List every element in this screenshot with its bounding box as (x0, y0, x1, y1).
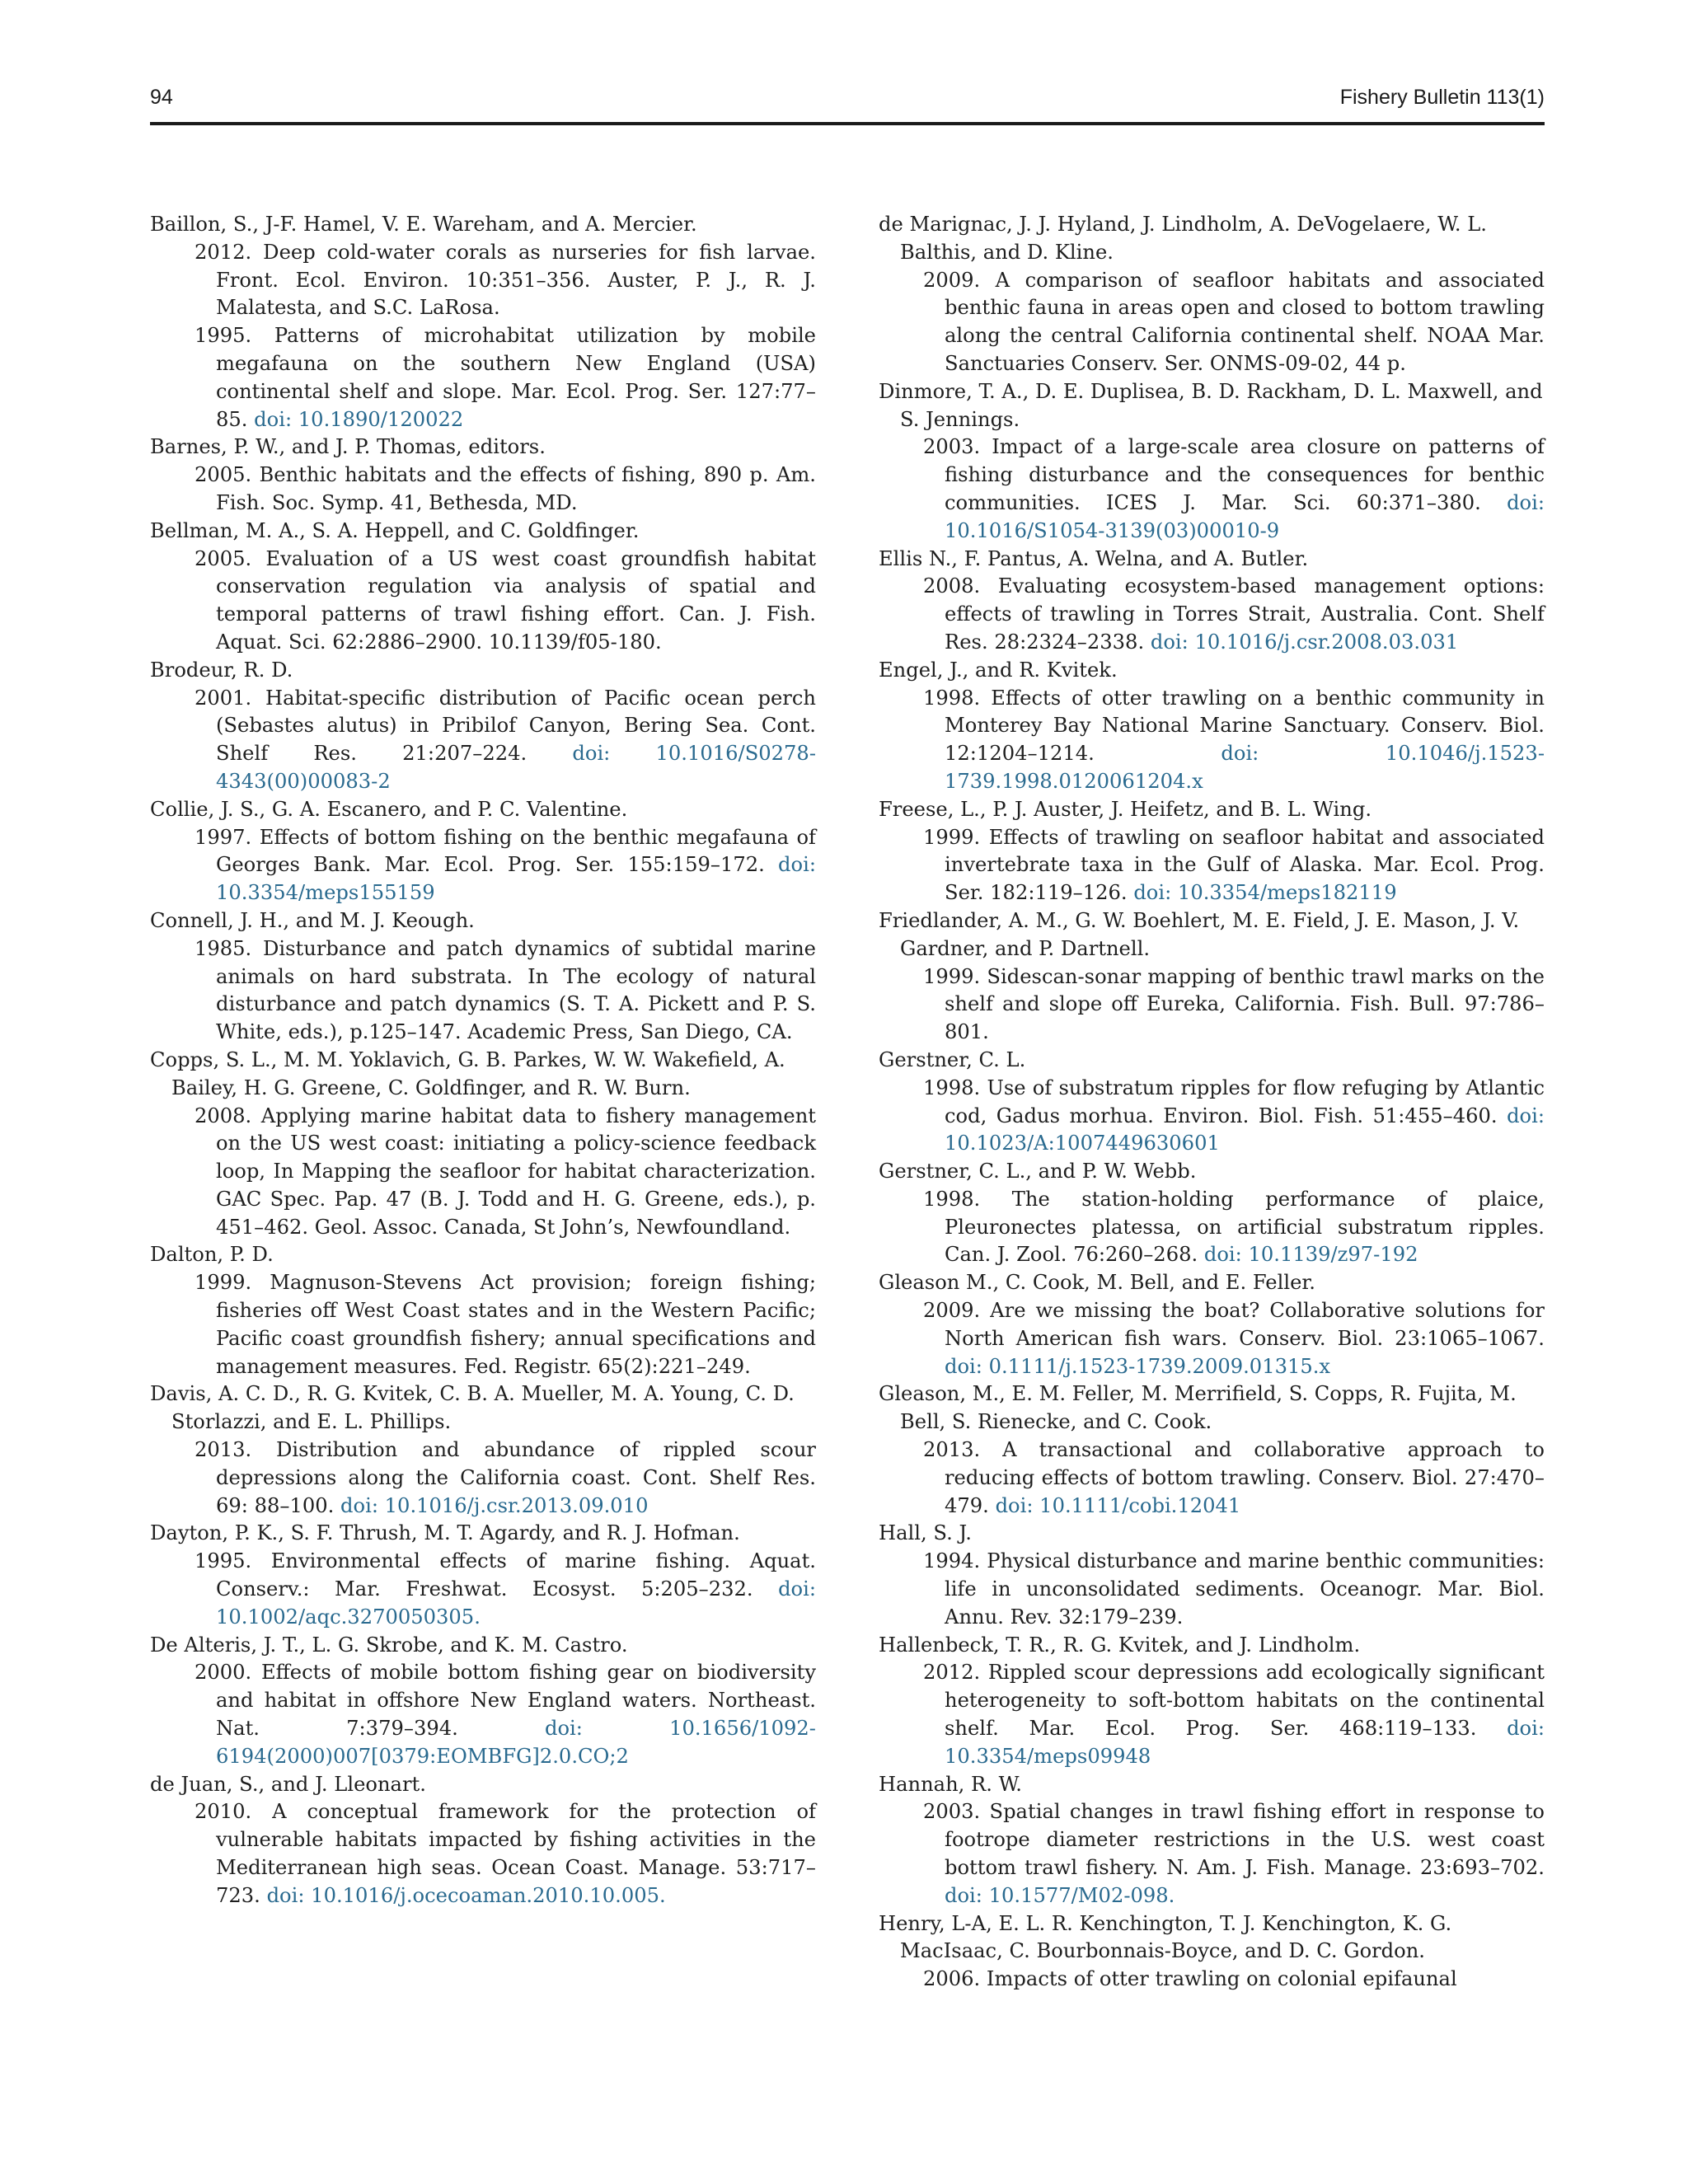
reference-authors: Collie, J. S., G. A. Escanero, and P. C. Valentine. (150, 797, 628, 821)
reference-entry (879, 1075, 1545, 1158)
page-number: 94 (150, 86, 173, 109)
reference-authors: Dalton, P. D. (150, 1243, 274, 1267)
doi-link[interactable]: doi: 10.1016/j.csr.2008.03.031 (1150, 630, 1459, 654)
reference-entry (879, 267, 1545, 378)
reference-authors: Copps, S. L., M. M. Yoklavich, G. B. Parkes, W. W. Wakefield, A. Bailey, H. G. Greene, C. Goldfinger, and R. W. Burn. (150, 1047, 785, 1099)
reference-citation: 1999. Magnuson-Stevens Act provision; foreign fishing; fisheries off West Coast states and in the Western Pacific; Pacific coast groundfish fishery; annual specifications and management measures. Fed. Registr. 65(2):221–249. (195, 1271, 816, 1378)
reference-entry (879, 685, 1545, 796)
reference-citation: 1998. Use of substratum ripples for flow refuging by Atlantic cod, Gadus morhua. Environ. Biol. Fish. 51:455–460. (923, 1076, 1545, 1127)
reference-entry (879, 434, 1545, 545)
doi-link[interactable]: doi: 0.1111/j.1523-1739.2009.01315.x (945, 1354, 1331, 1378)
reference-authors: Dayton, P. K., S. F. Thrush, M. T. Agardy, and R. J. Hofman. (150, 1521, 740, 1545)
reference-entry (150, 1436, 816, 1520)
reference-authors: Brodeur, R. D. (150, 658, 293, 682)
reference-entry (879, 963, 1545, 1047)
reference-entry (150, 935, 816, 1047)
reference-citation: 1995. Environmental effects of marine fishing. Aquat. Conserv.: Mar. Freshwat. Ecosyst. 5:205–232. (195, 1549, 816, 1601)
reference-entry (150, 1269, 816, 1380)
journal-title: Fishery Bulletin 113(1) (1339, 86, 1545, 109)
doi-link[interactable]: doi: 10.3354/meps09948 (945, 1717, 1545, 1768)
reference-authors: de Marignac, J. J. Hyland, J. Lindholm, A. DeVogelaere, W. L. Balthis, and D. Kline. (879, 213, 1487, 264)
reference-citation: 2010. A conceptual framework for the protection of vulnerable habitats impacted by fishing activities in the Mediterranean high seas. Ocean Coast. Manage. 53:717–723. (195, 1800, 816, 1907)
reference-citation: 1994. Physical disturbance and marine benthic communities: life in unconsolidated sediments. Oceanogr. Mar. Biol. Annu. Rev. 32:179–239. (923, 1549, 1545, 1629)
reference-entry (150, 239, 816, 322)
reference-entry (879, 1798, 1545, 1910)
reference-authors: Bellman, M. A., S. A. Heppell, and C. Goldfinger. (150, 518, 640, 542)
references-left-column (150, 211, 816, 1910)
reference-citation: 1985. Disturbance and patch dynamics of subtidal marine animals on hard substrata. In The ecology of natural disturbance and patch dynamics (S. T. A. Pickett and P. S. White, eds.), p.125–147. Academic Press, San Diego, CA. (195, 936, 816, 1044)
reference-entry (150, 1103, 816, 1242)
doi-link[interactable]: doi: 10.1139/z97-192 (1203, 1243, 1418, 1267)
reference-citation: 1999. Effects of trawling on seafloor habitat and associated invertebrate taxa in the Gulf of Alaska. Mar. Ecol. Prog. Ser. 182:119–126. (923, 825, 1545, 905)
reference-entry (879, 573, 1545, 656)
reference-entry (150, 1548, 816, 1631)
reference-entry (879, 1186, 1545, 1269)
doi-link[interactable]: doi: 10.1002/aqc.3270050305. (216, 1577, 816, 1629)
reference-authors: De Alteris, J. T., L. G. Skrobe, and K. M. Castro. (150, 1633, 628, 1657)
reference-entry (150, 546, 816, 657)
reference-entry (150, 824, 816, 907)
reference-citation: 2008. Applying marine habitat data to fishery management on the US west coast: initiating a policy-science feedback loop, In Mapping the seafloor for habitat characterization. GAC Spec. Pap. 47 (B. J. Todd and H. G. Greene, eds.), p. 451–462. Geol. Assoc. Canada, St John’s, Newfoundland. (195, 1104, 816, 1239)
doi-link[interactable]: doi: 10.3354/meps182119 (1133, 881, 1397, 905)
doi-link[interactable]: doi: 10.1046/j.1523-1739.1998.0120061204.x (945, 742, 1545, 793)
reference-citation: 1995. Patterns of microhabitat utilization by mobile megafauna on the southern New England (USA) continental shelf and slope. Mar. Ecol. Prog. Ser. 127:77–85. (195, 324, 816, 431)
reference-authors: Engel, J., and R. Kvitek. (879, 658, 1118, 682)
reference-citation: 2000. Effects of mobile bottom fishing gear on biodiversity and habitat in offshore New England waters. Northeast. Nat. 7:379–394. (195, 1661, 816, 1741)
reference-citation: 2003. Spatial changes in trawl fishing effort in response to footrope diameter restrictions in the U.S. west coast bottom trawl fishery. N. Am. J. Fish. Manage. 23:693–702. (923, 1800, 1545, 1880)
doi-link[interactable]: doi: 10.1890/120022 (254, 407, 464, 431)
reference-entry (879, 1966, 1545, 1994)
reference-citation: 2001. Habitat-specific distribution of Pacific ocean perch (Sebastes alutus) in Pribilof Canyon, Bering Sea. Cont. Shelf Res. 21:207–224. (195, 686, 816, 766)
doi-link[interactable]: doi: 10.1656/1092-6194(2000)007[0379:EOMBFG]2.0.CO;2 (216, 1717, 816, 1768)
reference-citation: 2013. Distribution and abundance of rippled scour depressions along the California coast. Cont. Shelf Res. 69: 88–100. (195, 1438, 816, 1517)
reference-authors: Gleason, M., E. M. Feller, M. Merrifield, S. Copps, R. Fujita, M. Bell, S. Rienecke, and C. Cook. (879, 1382, 1517, 1434)
doi-link[interactable]: doi: 10.1016/S1054-3139(03)00010-9 (945, 490, 1545, 542)
reference-entry (150, 462, 816, 518)
reference-citation: 2013. A transactional and collaborative approach to reducing effects of bottom trawling. Conserv. Biol. 27:470–479. (923, 1438, 1545, 1517)
doi-link[interactable]: doi: 10.3354/meps155159 (216, 853, 816, 905)
reference-authors: Freese, L., P. J. Auster, J. Heifetz, and B. L. Wing. (879, 797, 1372, 821)
reference-citation: 2005. Evaluation of a US west coast groundfish habitat conservation regulation via analysis of spatial and temporal patterns of trawl fishing effort. Can. J. Fish. Aquat. Sci. 62:2886–2900. 10.1139/f05-180. (195, 546, 816, 654)
reference-authors: Davis, A. C. D., R. G. Kvitek, C. B. A. Mueller, M. A. Young, C. D. Storlazzi, and E. L. Phillips. (150, 1382, 795, 1434)
doi-link[interactable]: doi: 10.1111/cobi.12041 (995, 1493, 1241, 1517)
doi-link[interactable]: doi: 10.1016/j.ocecoaman.2010.10.005. (266, 1883, 666, 1907)
reference-entry (150, 1798, 816, 1910)
doi-link[interactable]: doi: 10.1577/M02-098. (945, 1883, 1175, 1907)
reference-entry (879, 1548, 1545, 1631)
reference-citation: 1999. Sidescan-sonar mapping of benthic trawl marks on the shelf and slope off Eureka, California. Fish. Bull. 97:786–801. (923, 964, 1545, 1044)
reference-authors: Gerstner, C. L. (879, 1047, 1026, 1071)
references-right-column (879, 211, 1545, 1994)
reference-entry (879, 824, 1545, 907)
reference-authors: Hall, S. J. (879, 1521, 972, 1545)
reference-entry (879, 1659, 1545, 1770)
reference-citation: 2009. Are we missing the boat? Collaborative solutions for North American fish wars. Conserv. Biol. 23:1065–1067. (923, 1299, 1545, 1350)
header-rule (150, 122, 1545, 125)
reference-authors: Henry, L-A, E. L. R. Kenchington, T. J. Kenchington, K. G. MacIsaac, C. Bourbonnais-Boyce, and D. C. Gordon. (879, 1911, 1452, 1963)
doi-link[interactable]: doi: 10.1016/S0278-4343(00)00083-2 (216, 742, 816, 793)
reference-authors: Connell, J. H., and M. J. Keough. (150, 908, 475, 932)
reference-authors: Ellis N., F. Pantus, A. Welna, and A. Butler. (879, 546, 1309, 570)
reference-citation: 2006. Impacts of otter trawling on colonial epifaunal (923, 1967, 1457, 1991)
running-head (150, 82, 1545, 124)
reference-entry (150, 685, 816, 796)
doi-link[interactable]: doi: 10.1023/A:1007449630601 (945, 1104, 1545, 1155)
reference-entry (150, 1659, 816, 1770)
reference-authors: Gleason M., C. Cook, M. Bell, and E. Feller. (879, 1271, 1315, 1295)
reference-authors: Baillon, S., J-F. Hamel, V. E. Wareham, and A. Mercier. (150, 213, 697, 236)
reference-authors: de Juan, S., and J. Lleonart. (150, 1772, 426, 1796)
reference-citation: 2012. Rippled scour depressions add ecologically significant heterogeneity to soft-bottom habitats on the continental shelf. Mar. Ecol. Prog. Ser. 468:119–133. (923, 1661, 1545, 1741)
reference-authors: Barnes, P. W., and J. P. Thomas, editors. (150, 435, 546, 459)
reference-authors: Friedlander, A. M., G. W. Boehlert, M. E. Field, J. E. Mason, J. V. Gardner, and P. Dartnell. (879, 908, 1520, 960)
reference-authors: Dinmore, T. A., D. E. Duplisea, B. D. Rackham, D. L. Maxwell, and S. Jennings. (879, 379, 1543, 431)
reference-entry (879, 1297, 1545, 1380)
reference-citation: 1998. The station-holding performance of plaice, Pleuronectes platessa, on artificial substratum ripples. Can. J. Zool. 76:260–268. (923, 1187, 1545, 1267)
reference-citation: 2008. Evaluating ecosystem-based management options: effects of trawling in Torres Strait, Australia. Cont. Shelf Res. 28:2324–2338. (923, 574, 1545, 654)
reference-authors: Hannah, R. W. (879, 1772, 1022, 1796)
reference-citation: 1998. Effects of otter trawling on a benthic community in Monterey Bay National Marine Sanctuary. Conserv. Biol. 12:1204–1214. (923, 686, 1545, 766)
reference-authors: Gerstner, C. L., and P. W. Webb. (879, 1160, 1197, 1183)
reference-authors: Hallenbeck, T. R., R. G. Kvitek, and J. Lindholm. (879, 1633, 1361, 1657)
reference-citation: 1997. Effects of bottom fishing on the benthic megafauna of Georges Bank. Mar. Ecol. Prog. Ser. 155:159–172. (195, 825, 816, 877)
reference-citation: 2005. Benthic habitats and the effects of fishing, 890 p. Am. Fish. Soc. Symp. 41, Bethesda, MD. (195, 463, 816, 514)
reference-entry (150, 322, 816, 434)
doi-link[interactable]: doi: 10.1016/j.csr.2013.09.010 (340, 1493, 649, 1517)
reference-entry (879, 1436, 1545, 1520)
reference-citation: 2012. Deep cold-water corals as nurseries for fish larvae. Front. Ecol. Environ. 10:351–356. Auster, P. J., R. J. Malatesta, and S.C. LaRosa. (195, 240, 816, 320)
reference-citation: 2009. A comparison of seafloor habitats and associated benthic fauna in areas open and closed to bottom trawling along the central California continental shelf. NOAA Mar. Sanctuaries Conserv. Ser. ONMS-09-02, 44 p. (923, 268, 1545, 375)
reference-citation: 2003. Impact of a large-scale area closure on patterns of fishing disturbance and the consequences for benthic communities. ICES J. Mar. Sci. 60:371–380. (923, 435, 1545, 514)
